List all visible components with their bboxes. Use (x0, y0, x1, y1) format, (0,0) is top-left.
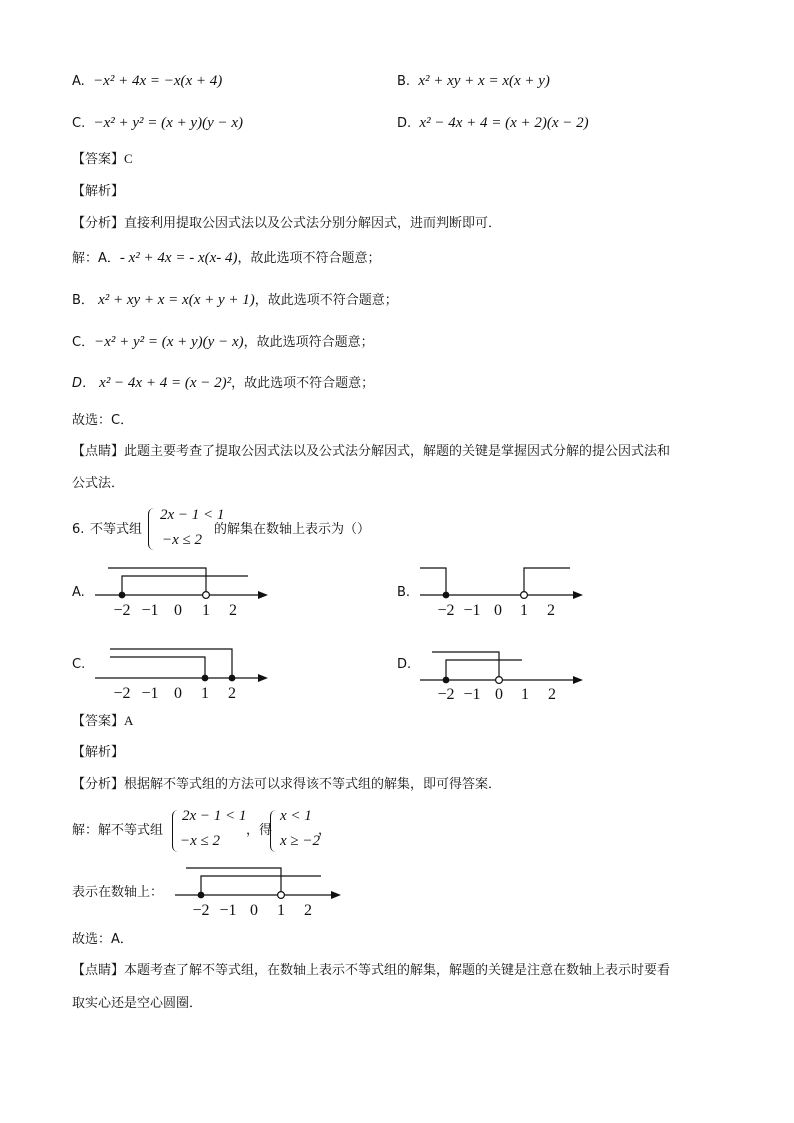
tick-label: 2 (229, 602, 237, 619)
solution-line-b (72, 291, 398, 310)
q6-sol-mid: ，得 (246, 823, 273, 838)
q6-analysis-tag: 【解析】 (72, 745, 125, 760)
solid-dot (443, 677, 450, 684)
solution-expr: - x² + 4x = - x(x- 4) (119, 250, 238, 266)
solution-expr: x² + xy + x = x(x + y + 1) (98, 292, 255, 308)
solution-line-d (72, 374, 374, 393)
result-2: x ≥ −2 (280, 833, 321, 849)
sol-inequality-1: 2x − 1 < 1 (182, 808, 247, 824)
q6-sol-pre: 解：解不等式组 (72, 823, 164, 838)
show-on-number-line: 表示在数轴上： (72, 885, 164, 900)
option-expr: −x² + 4x = −x(x + 4) (93, 73, 223, 89)
hollow-dot (521, 592, 528, 599)
tick-label: 2 (548, 686, 556, 703)
fenxi-text: 直接利用提取公因式法以及公式法分别分解因式，进而判断即可． (124, 216, 502, 231)
inequality-2: −x ≤ 2 (162, 532, 203, 548)
range-bracket-upper (110, 649, 232, 678)
option-d (397, 114, 589, 133)
tick-label: 0 (495, 686, 503, 703)
tick-label: 1 (520, 602, 528, 619)
solution-text: ，故此选项不符合题意； (254, 293, 398, 308)
axis-arrow (573, 591, 583, 599)
solution-prefix: D． (72, 376, 96, 391)
tick-label: −1 (141, 602, 159, 619)
q6-stem-pre: 不等式组 (90, 522, 143, 537)
tick-label: 2 (228, 685, 236, 702)
tick-label: −2 (192, 902, 210, 919)
tick-label: −1 (463, 602, 481, 619)
range-bracket-left (446, 660, 522, 680)
tick-label: 0 (174, 685, 182, 702)
range-bracket-right (186, 868, 281, 895)
solid-dot (202, 675, 209, 682)
range-bracket-left (420, 568, 446, 595)
solid-dot (119, 592, 126, 599)
solid-dot (443, 592, 450, 599)
range-bracket-lower (110, 657, 205, 678)
tick-label: −2 (437, 602, 455, 619)
axis-arrow (258, 674, 268, 682)
option-letter: A. (72, 74, 85, 89)
solution-prefix: 解：A． (72, 251, 120, 266)
hollow-dot (203, 592, 210, 599)
solution-number-line (170, 862, 350, 922)
fenxi-text: 根据解不等式组的方法可以求得该不等式组的解集，即可得答案． (124, 777, 502, 792)
system-brace (172, 810, 179, 852)
number-line-a (90, 560, 280, 620)
solution-text: ，故此选项不符合题意； (237, 251, 381, 266)
dianjing-text: 此题主要考查了提取公因式法以及公式法分解因式，解题的关键是掌握因式分解的提公因式法和 (124, 444, 671, 459)
solid-dot (229, 675, 236, 682)
tick-label: −1 (219, 902, 237, 919)
axis-arrow (331, 891, 341, 899)
tick-label: 1 (201, 685, 209, 702)
tick-label: 1 (277, 902, 285, 919)
analysis-tag: 【解析】 (72, 184, 125, 199)
fenxi-tag: 【分析】 (72, 777, 125, 792)
range-bracket-right (524, 568, 570, 595)
solution-line-a (72, 249, 381, 268)
inequality-1: 2x − 1 < 1 (160, 507, 225, 523)
solution-text: ，故此选项符合题意； (243, 335, 374, 350)
solid-dot (198, 892, 205, 899)
option-expr: −x² + y² = (x + y)(y − x) (93, 115, 244, 131)
range-bracket-right (432, 652, 499, 680)
tick-label: −1 (463, 686, 481, 703)
tick-label: 0 (174, 602, 182, 619)
option-letter: B. (397, 74, 411, 89)
solution-prefix: C． (72, 335, 95, 350)
tick-label: −1 (141, 685, 159, 702)
solution-line-c (72, 333, 374, 352)
hollow-dot (496, 677, 503, 684)
hollow-dot (278, 892, 285, 899)
dianjing-tag: 【点睛】 (72, 444, 125, 459)
range-bracket-left (122, 576, 248, 595)
number-line-d (415, 640, 595, 702)
number-line-c (90, 640, 280, 702)
nl-option-letter-c: C. (72, 657, 86, 672)
fenxi-tag: 【分析】 (72, 216, 125, 231)
axis-arrow (258, 591, 268, 599)
option-expr: x² − 4x + 4 = (x + 2)(x − 2) (419, 115, 589, 131)
q6-dianjing-line-2: 取实心还是空心圆圈． (72, 996, 203, 1011)
option-letter: C. (72, 116, 86, 131)
q6-sol-end: ， (318, 823, 332, 838)
tick-label: 0 (250, 902, 258, 919)
q6-fenxi-line (72, 776, 501, 794)
solution-prefix: B． (72, 293, 94, 308)
tick-label: −2 (437, 686, 455, 703)
result-1: x < 1 (280, 808, 312, 824)
tick-label: 1 (202, 602, 210, 619)
range-bracket-right (108, 568, 206, 595)
axis-arrow (573, 676, 583, 684)
dianjing-text: 本题考查了解不等式组，在数轴上表示不等式组的解集，解题的关键是注意在数轴上表示时要看 (124, 963, 671, 978)
answer-value: A (124, 713, 134, 728)
tick-label: −2 (113, 602, 131, 619)
option-b (397, 72, 550, 91)
answer-tag: 【答案】 (72, 714, 125, 729)
dianjing-line-1 (72, 443, 670, 461)
option-c (72, 114, 243, 133)
tick-label: 2 (547, 602, 555, 619)
tick-label: 1 (521, 686, 529, 703)
sol-inequality-2: −x ≤ 2 (180, 833, 221, 849)
system-brace (148, 508, 155, 550)
fenxi-line (72, 215, 501, 233)
number-line-b (415, 560, 595, 620)
answer-value: C (124, 151, 133, 166)
dianjing-tag: 【点睛】 (72, 963, 125, 978)
tick-label: −2 (113, 685, 131, 702)
solution-expr: x² − 4x + 4 = (x − 2)² (99, 375, 232, 391)
tick-label: 2 (304, 902, 312, 919)
solution-text: ，故此选项不符合题意； (231, 376, 375, 391)
tick-label: 0 (494, 602, 502, 619)
q6-number: 6. (72, 522, 85, 537)
choose-line: 故选：C． (72, 413, 134, 428)
option-letter: D. (397, 116, 412, 131)
option-a (72, 72, 222, 91)
solution-expr: −x² + y² = (x + y)(y − x) (94, 334, 244, 350)
range-bracket-left (201, 876, 321, 895)
nl-option-letter-a: A. (72, 585, 85, 600)
q6-dianjing-line-1 (72, 962, 670, 980)
result-brace (270, 810, 277, 852)
dianjing-line-2: 公式法． (72, 476, 125, 491)
q6-answer-line (72, 712, 133, 731)
answer-tag: 【答案】 (72, 152, 125, 167)
q6-choose-line: 故选：A． (72, 932, 133, 947)
nl-option-letter-d: D. (397, 657, 412, 672)
nl-option-letter-b: B. (397, 585, 411, 600)
q6-stem-post: 的解集在数轴上表示为（） (214, 522, 371, 537)
option-expr: x² + xy + x = x(x + y) (418, 73, 550, 89)
answer-line (72, 150, 133, 169)
